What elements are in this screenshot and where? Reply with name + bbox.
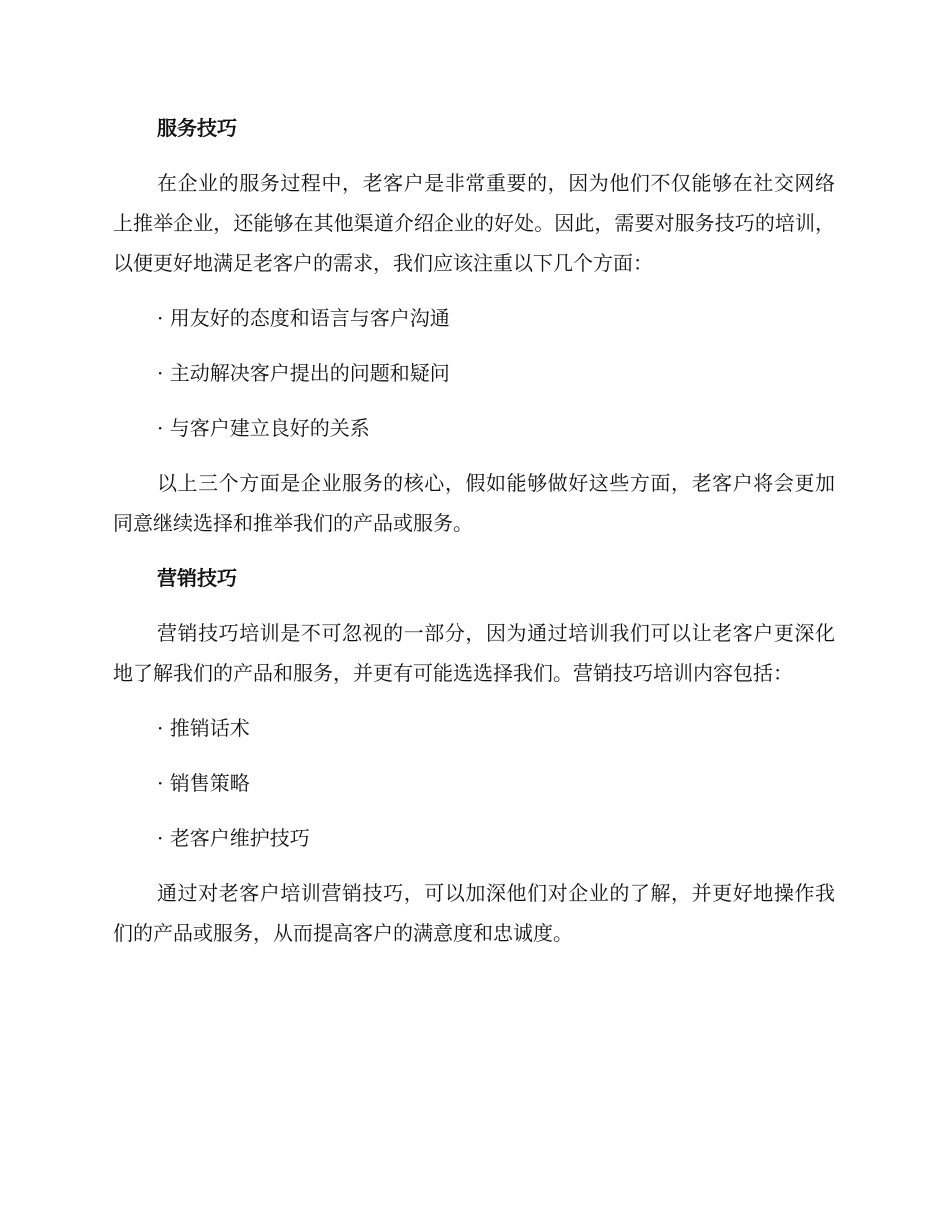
section-conclusion-marketing: 通过对老客户培训营销技巧，可以加深他们对企业的了解，并更好地操作我们的产品或服务，从而提高客户的满意度和忠诚度。: [113, 881, 835, 945]
bullet-item: · 与客户建立良好的关系: [157, 416, 370, 440]
bullet-item: · 老客户维护技巧: [157, 826, 310, 850]
bullet-item: · 主动解决客户提出的问题和疑问: [157, 361, 450, 385]
bullet-item: · 用友好的态度和语言与客户沟通: [157, 306, 450, 330]
section-intro-service: 在企业的服务过程中，老客户是非常重要的，因为他们不仅能够在社交网络上推举企业，还能够在其他渠道介绍企业的好处。因此，需要对服务技巧的培训，以便更好地满足老客户的需求，我们应该注重以下几个方面：: [113, 171, 835, 275]
section-heading-service: 服务技巧: [157, 116, 237, 140]
section-conclusion-service: 以上三个方面是企业服务的核心，假如能够做好这些方面，老客户将会更加同意继续选择和推举我们的产品或服务。: [113, 471, 835, 535]
bullet-item: · 销售策略: [157, 771, 250, 795]
document-page: [113, 108, 835, 968]
section-intro-marketing: 营销技巧培训是不可忽视的一部分，因为通过培训我们可以让老客户更深化地了解我们的产品和服务，并更有可能选选择我们。营销技巧培训内容包括：: [113, 621, 835, 685]
section-heading-marketing: 营销技巧: [157, 566, 237, 590]
bullet-item: · 推销话术: [157, 716, 250, 740]
